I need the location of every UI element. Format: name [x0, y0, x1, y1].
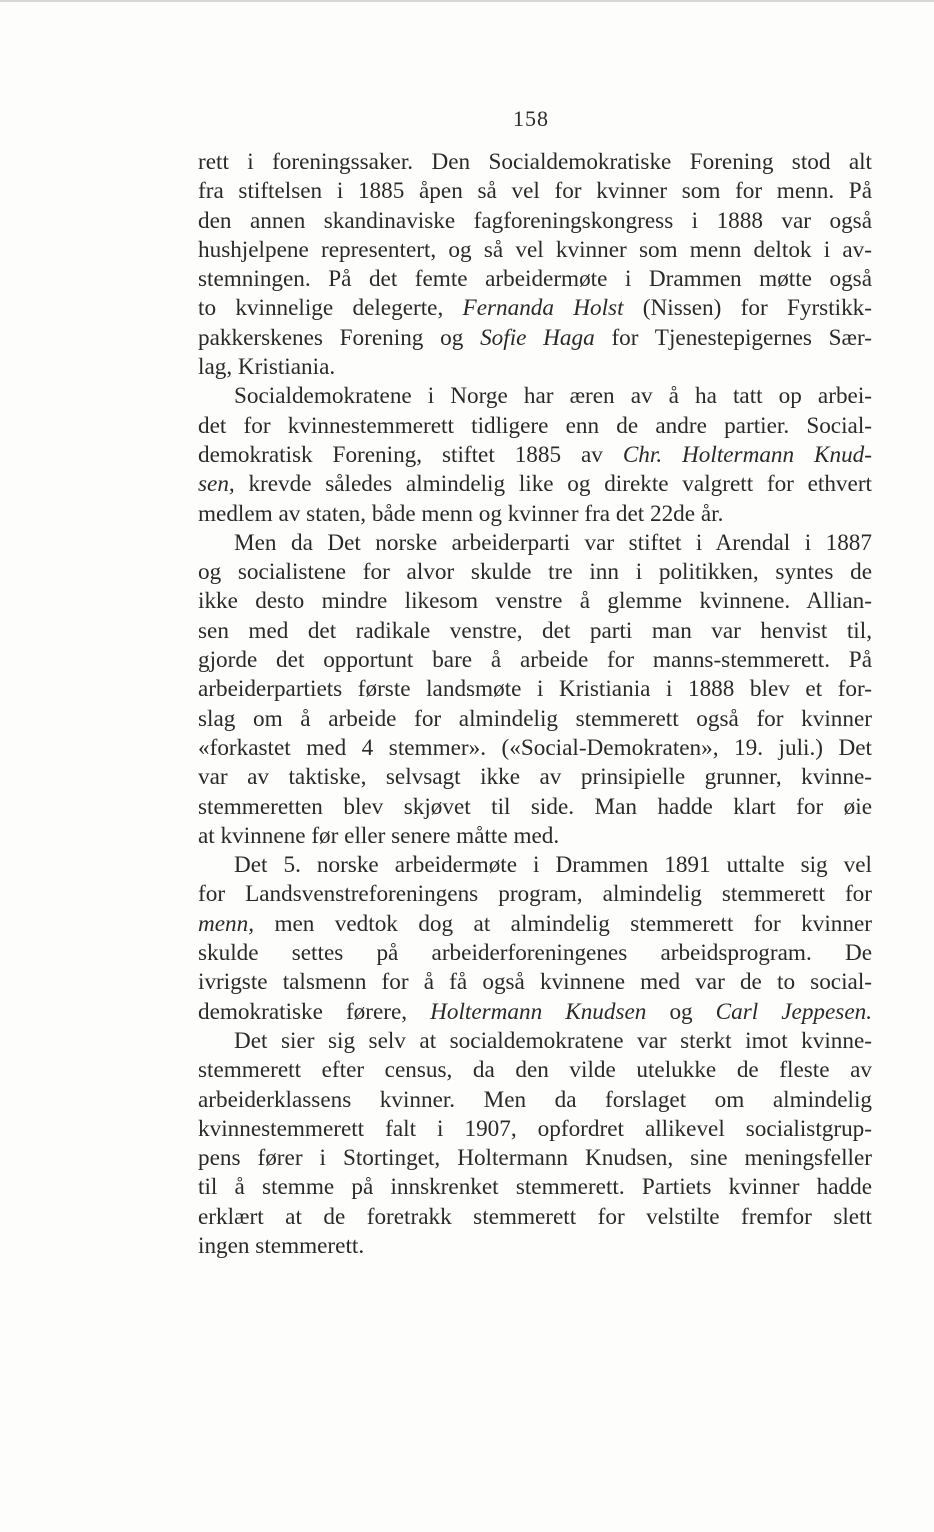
text-line: arbeiderpartiets første landsmøte i Kristiania i 1888 blev et for-	[198, 676, 872, 703]
text-line: pens fører i Stortinget, Holtermann Knudsen, sine meningsfeller	[198, 1145, 872, 1172]
top-edge-rule	[0, 0, 934, 2]
text-line: demokratiske førere, Holtermann Knudsen og Carl Jeppesen.	[198, 998, 873, 1025]
text-line: Men da Det norske arbeiderparti var stiftet i Arendal i 1887	[234, 529, 872, 556]
text-line: hushjelpene representert, og så vel kvinner som menn deltok i av-	[198, 236, 872, 263]
body-text	[198, 148, 872, 1261]
text-line: menn, men vedtok dog at almindelig stemmerett for kvinner	[198, 910, 872, 937]
text-line: for Landsvenstreforeningens program, almindelig stemmerett for	[198, 881, 872, 908]
text-line: rett i foreningssaker. Den Socialdemokratiske Forening stod alt	[198, 149, 872, 175]
text-line: demokratisk Forening, stiftet 1885 av Chr. Holtermann Knud-	[198, 441, 872, 468]
person-name: Fernanda Holst	[462, 295, 624, 322]
person-name: Chr. Holtermann Knud-	[622, 441, 872, 468]
text-line: kvinnestemmerett falt i 1907, opfordret allikevel socialistgrup-	[198, 1115, 872, 1142]
text-line: fra stiftelsen i 1885 åpen så vel for kvinner som for menn. På	[198, 178, 872, 205]
text-line: Socialdemokratene i Norge har æren av å ha tatt op arbei-	[234, 383, 872, 410]
text-line: til å stemme på innskrenket stemmerett. Partiets kvinner hadde	[198, 1174, 872, 1201]
text-line: sen, krevde således almindelig like og direkte valgrett for ethvert	[198, 471, 872, 498]
emphasis: menn,	[198, 910, 255, 937]
text-line: gjorde det opportunt bare å arbeide for manns-stemmerett. På	[198, 647, 872, 674]
text-line: slag om å arbeide for almindelig stemmerett også for kvinner	[198, 705, 872, 732]
text-line: ikke desto mindre likesom venstre å glemme kvinnene. Allian-	[198, 588, 872, 615]
text-line: Det sier sig selv at socialdemokratene var sterkt imot kvinne-	[234, 1027, 872, 1054]
text-line: pakkerskenes Forening og Sofie Haga for Tjenestepigernes Sær-	[198, 324, 872, 351]
text-line: stemmeretten blev skjøvet til side. Man hadde klart for øie	[198, 793, 872, 820]
text-line: medlem av staten, både menn og kvinner fra det 22de år.	[198, 500, 724, 527]
text-line: at kvinnene før eller senere måtte med.	[198, 822, 560, 849]
text-line: den annen skandinaviske fagforeningskongress i 1888 var også	[198, 207, 872, 234]
text-line: ingen stemmerett.	[198, 1232, 365, 1259]
text-line: erklært at de foretrakk stemmerett for velstilte fremfor slett	[198, 1203, 872, 1230]
text-line: «forkastet med 4 stemmer». («Social-Demokraten», 19. juli.) Det	[198, 734, 872, 761]
text-line: ivrigste talsmenn for å få også kvinnene med var de to social-	[198, 969, 872, 996]
text-line: stemningen. På det femte arbeidermøte i Drammen møtte også	[198, 266, 872, 293]
text-line: lag, Kristiania.	[198, 354, 336, 381]
text-line: og socialistene for alvor skulde tre inn i politikken, syntes de	[198, 559, 872, 586]
text-line: stemmerett efter census, da den vilde utelukke de fleste av	[198, 1057, 872, 1084]
text-line: skulde settes på arbeiderforeningenes arbeidsprogram. De	[198, 940, 872, 967]
text-line: arbeiderklassens kvinner. Men da forslaget om almindelig	[198, 1086, 872, 1113]
page-number: 158	[513, 106, 549, 131]
text-line: var av taktiske, selvsagt ikke av prinsipielle grunner, kvinne-	[198, 764, 872, 791]
text-line: sen med det radikale venstre, det parti man var henvist til,	[198, 617, 872, 644]
person-name: sen,	[198, 471, 235, 498]
person-name: Holtermann Knudsen	[430, 998, 647, 1025]
text-line: to kvinnelige delegerte, Fernanda Holst (Nissen) for Fyrstikk-	[198, 295, 872, 322]
person-name: Carl Jeppesen.	[715, 998, 873, 1025]
text-line: det for kvinnestemmerett tidligere enn de andre partier. Social-	[198, 412, 872, 439]
person-name: Sofie Haga	[480, 324, 595, 351]
text-line: Det 5. norske arbeidermøte i Drammen 1891 uttalte sig vel	[234, 852, 872, 879]
